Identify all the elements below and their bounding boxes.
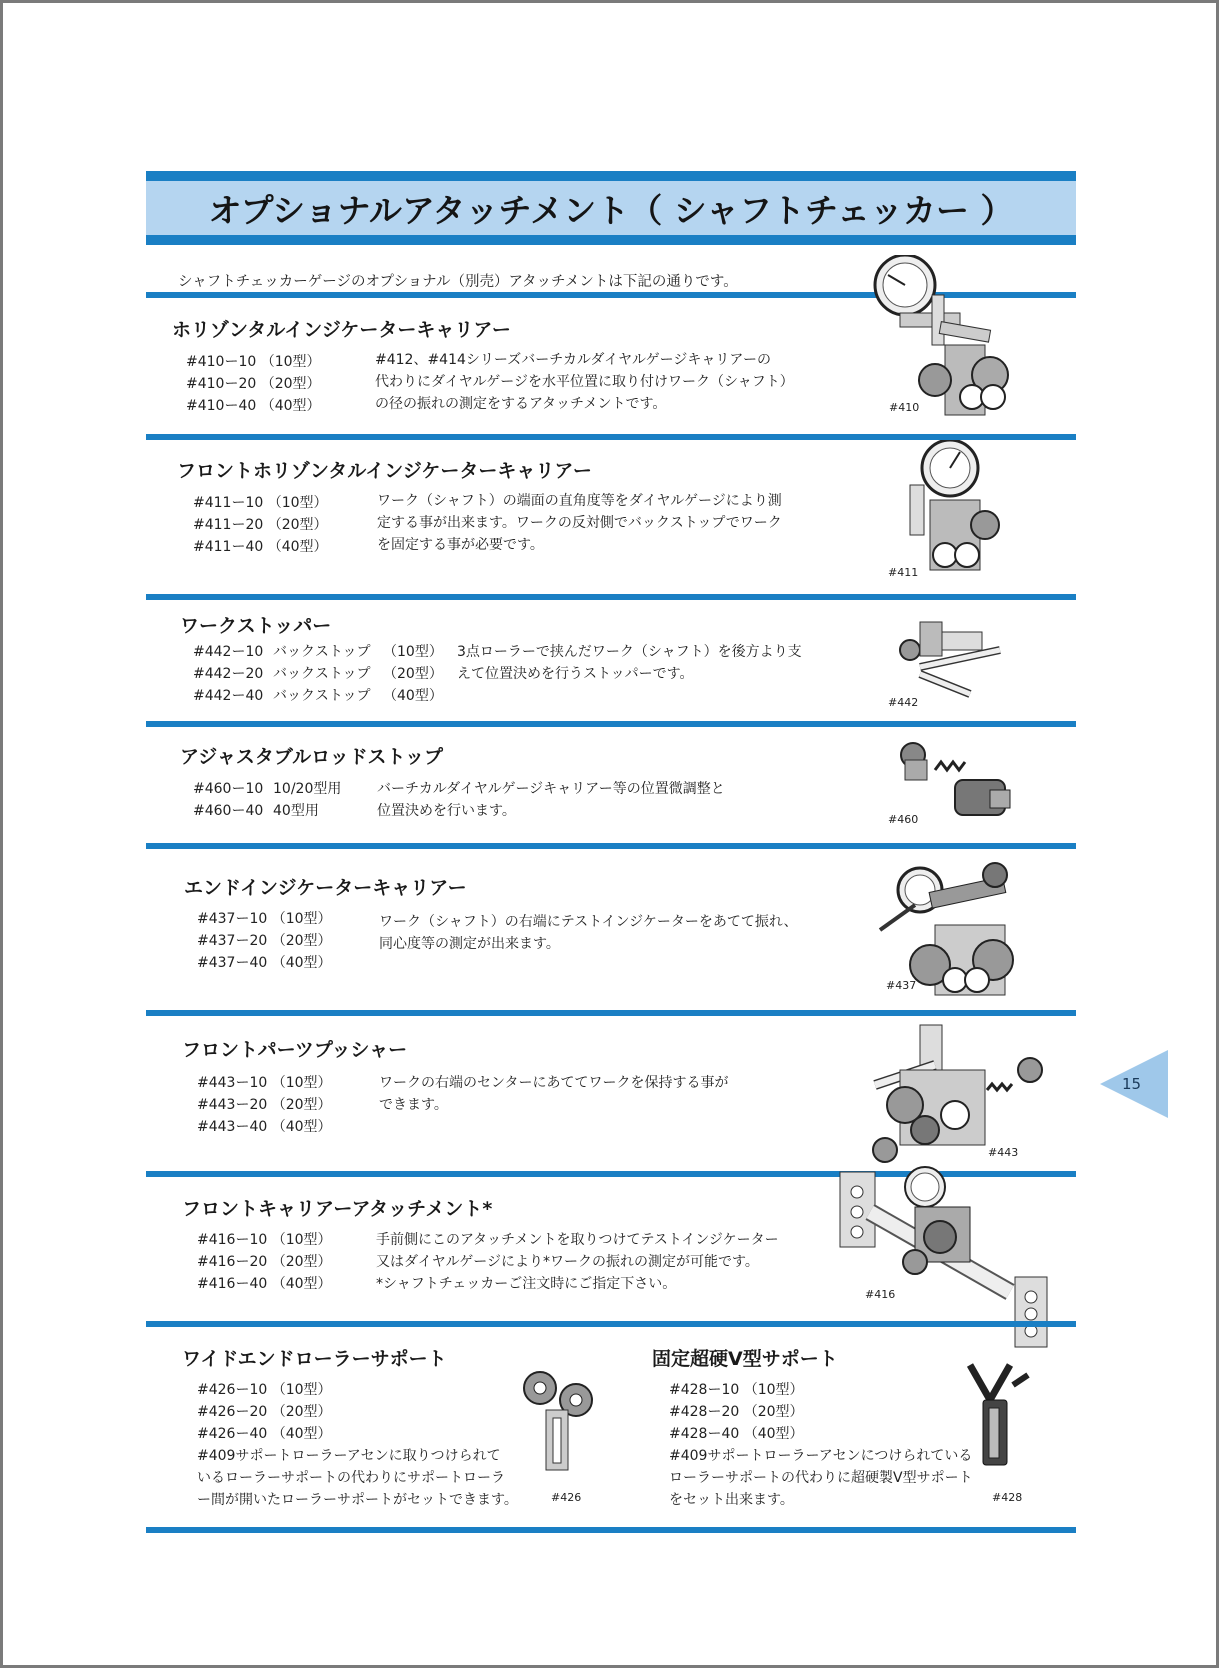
- fixed-carbide-v-support-illustration-icon: [965, 1360, 1035, 1470]
- code-item: #460ー10 10/20型用: [193, 781, 342, 797]
- section-title-428: 固定超硬V型サポート: [652, 1348, 838, 1370]
- code-item: #428ー20 （20型）: [669, 1404, 804, 1420]
- code-item: #442ー40 バックストップ （40型）: [193, 688, 443, 704]
- horizontal-indicator-carrier-illustration-icon: [860, 255, 1020, 430]
- description-426: [197, 1445, 518, 1511]
- description-line: #409サポートローラーアセンにつけられている: [669, 1448, 973, 1464]
- description-line: ワーク（シャフト）の右端にテストインジケーターをあてて振れ、: [379, 914, 798, 930]
- code-item: #443ー40 （40型）: [197, 1119, 332, 1135]
- code-item: #437ー10 （10型）: [197, 911, 332, 927]
- work-stopper-illustration-icon: [890, 612, 1015, 702]
- description-line: 定する事が出来ます。ワークの反対側でバックストップでワーク: [377, 515, 782, 531]
- description-442: [457, 641, 802, 685]
- section-divider: [146, 1527, 1076, 1533]
- code-item: #428ー40 （40型）: [669, 1426, 804, 1442]
- description-line: #412、#414シリーズバーチカルダイヤルゲージキャリアーの: [375, 352, 771, 368]
- intro-text: シャフトチェッカーゲージのオプショナル（別売）アタッチメントは下記の通りです。: [178, 274, 738, 290]
- code-item: #443ー10 （10型）: [197, 1075, 332, 1091]
- description-437: [379, 911, 798, 955]
- code-list-411: [193, 492, 328, 558]
- section-title-426: ワイドエンドローラーサポート: [182, 1348, 447, 1370]
- code-item: #411ー20 （20型）: [193, 517, 328, 533]
- image-label-442: #442: [888, 696, 919, 709]
- code-item: #442ー20 バックストップ （20型）: [193, 666, 443, 682]
- code-list-416: [197, 1229, 332, 1295]
- description-line: ワーク（シャフト）の端面の直角度等をダイヤルゲージにより測: [377, 493, 782, 509]
- front-horizontal-indicator-carrier-illustration-icon: [885, 440, 1015, 580]
- description-line: を固定する事が必要です。: [377, 537, 544, 553]
- description-line: 位置決めを行います。: [377, 803, 516, 819]
- code-item: #426ー20 （20型）: [197, 1404, 332, 1420]
- image-label-443: #443: [988, 1146, 1019, 1159]
- code-item: #443ー20 （20型）: [197, 1097, 332, 1113]
- section-title-460: アジャスタブルロッドストップ: [180, 746, 443, 768]
- description-line: をセット出来ます。: [669, 1492, 794, 1508]
- code-list-442: [193, 641, 443, 707]
- code-item: #410ー40 （40型）: [186, 398, 321, 414]
- code-list-460: [193, 778, 341, 822]
- code-item: #410ー10 （10型）: [186, 354, 321, 370]
- code-list-410: [186, 351, 321, 417]
- code-item: #416ー10 （10型）: [197, 1232, 332, 1248]
- description-line: *シャフトチェッカーご注文時にご指定下さい。: [376, 1276, 677, 1292]
- code-item: #411ー10 （10型）: [193, 495, 328, 511]
- section-divider: [146, 721, 1076, 727]
- title-banner: [146, 171, 1076, 245]
- section-divider: [146, 843, 1076, 849]
- code-item: #410ー20 （20型）: [186, 376, 321, 392]
- image-label-411: #411: [888, 566, 919, 579]
- code-list-426: [197, 1379, 332, 1445]
- description-443: [379, 1072, 728, 1116]
- code-item: #426ー10 （10型）: [197, 1382, 332, 1398]
- description-line: の径の振れの測定をするアタッチメントです。: [375, 396, 667, 412]
- description-line: 代わりにダイヤルゲージを水平位置に取り付けワーク（シャフト）: [375, 374, 794, 390]
- code-item: #460ー40 40型用: [193, 803, 319, 819]
- section-divider: [146, 1321, 1076, 1327]
- description-line: ローラーサポートの代わりに超硬製V型サポート: [669, 1470, 973, 1486]
- code-list-443: [197, 1072, 332, 1138]
- description-line: 3点ローラーで挟んだワーク（シャフト）を後方より支: [457, 644, 802, 660]
- image-label-416: #416: [865, 1288, 896, 1301]
- description-line: できます。: [379, 1097, 448, 1113]
- section-divider: [146, 594, 1076, 600]
- code-item: #428ー10 （10型）: [669, 1382, 804, 1398]
- code-list-437: [197, 908, 332, 974]
- description-line: 同心度等の測定が出来ます。: [379, 936, 560, 952]
- description-460: [377, 778, 725, 822]
- code-item: #437ー20 （20型）: [197, 933, 332, 949]
- description-line: えて位置決めを行うストッパーです。: [457, 666, 694, 682]
- description-line: 手前側にこのアタッチメントを取りつけてテストインジケーター: [376, 1232, 779, 1248]
- section-title-442: ワークストッパー: [180, 615, 332, 637]
- description-line: ー間が開いたローラーサポートがセットできます。: [197, 1492, 518, 1508]
- code-item: #411ー40 （40型）: [193, 539, 328, 555]
- image-label-428: #428: [992, 1491, 1023, 1504]
- image-label-460: #460: [888, 813, 919, 826]
- description-line: いるローラーサポートの代わりにサポートローラ: [197, 1470, 505, 1486]
- page-number: 15: [1122, 1075, 1142, 1093]
- code-item: #437ー40 （40型）: [197, 955, 332, 971]
- description-410: [375, 349, 794, 415]
- code-item: #416ー40 （40型）: [197, 1276, 332, 1292]
- image-label-437: #437: [886, 979, 917, 992]
- code-item: #442ー10 バックストップ （10型）: [193, 644, 443, 660]
- section-title-410: ホリゾンタルインジケーターキャリアー: [172, 319, 511, 341]
- section-title-416: フロントキャリアーアタッチメント*: [182, 1198, 493, 1220]
- description-line: 又はダイヤルゲージにより*ワークの振れの測定が可能です。: [376, 1254, 759, 1270]
- code-item: #416ー20 （20型）: [197, 1254, 332, 1270]
- description-line: ワークの右端のセンターにあててワークを保持する事が: [379, 1075, 729, 1091]
- description-416: [376, 1229, 779, 1295]
- code-item: #426ー40 （40型）: [197, 1426, 332, 1442]
- section-divider: [146, 1010, 1076, 1016]
- section-title-443: フロントパーツプッシャー: [182, 1039, 408, 1061]
- wide-end-roller-support-illustration-icon: [518, 1360, 603, 1475]
- description-line: #409サポートローラーアセンに取りつけられて: [197, 1448, 501, 1464]
- description-428: [669, 1445, 973, 1511]
- section-title-437: エンドインジケーターキャリアー: [184, 877, 467, 899]
- page-title: オプショナルアタッチメント（ シャフトチェッカー ）: [208, 190, 1014, 230]
- section-title-411: フロントホリゾンタルインジケーターキャリアー: [177, 460, 592, 482]
- description-line: バーチカルダイヤルゲージキャリアー等の位置微調整と: [377, 781, 725, 797]
- description-411: [377, 490, 782, 556]
- code-list-428: [669, 1379, 804, 1445]
- image-label-426: #426: [551, 1491, 582, 1504]
- image-label-410: #410: [889, 401, 920, 414]
